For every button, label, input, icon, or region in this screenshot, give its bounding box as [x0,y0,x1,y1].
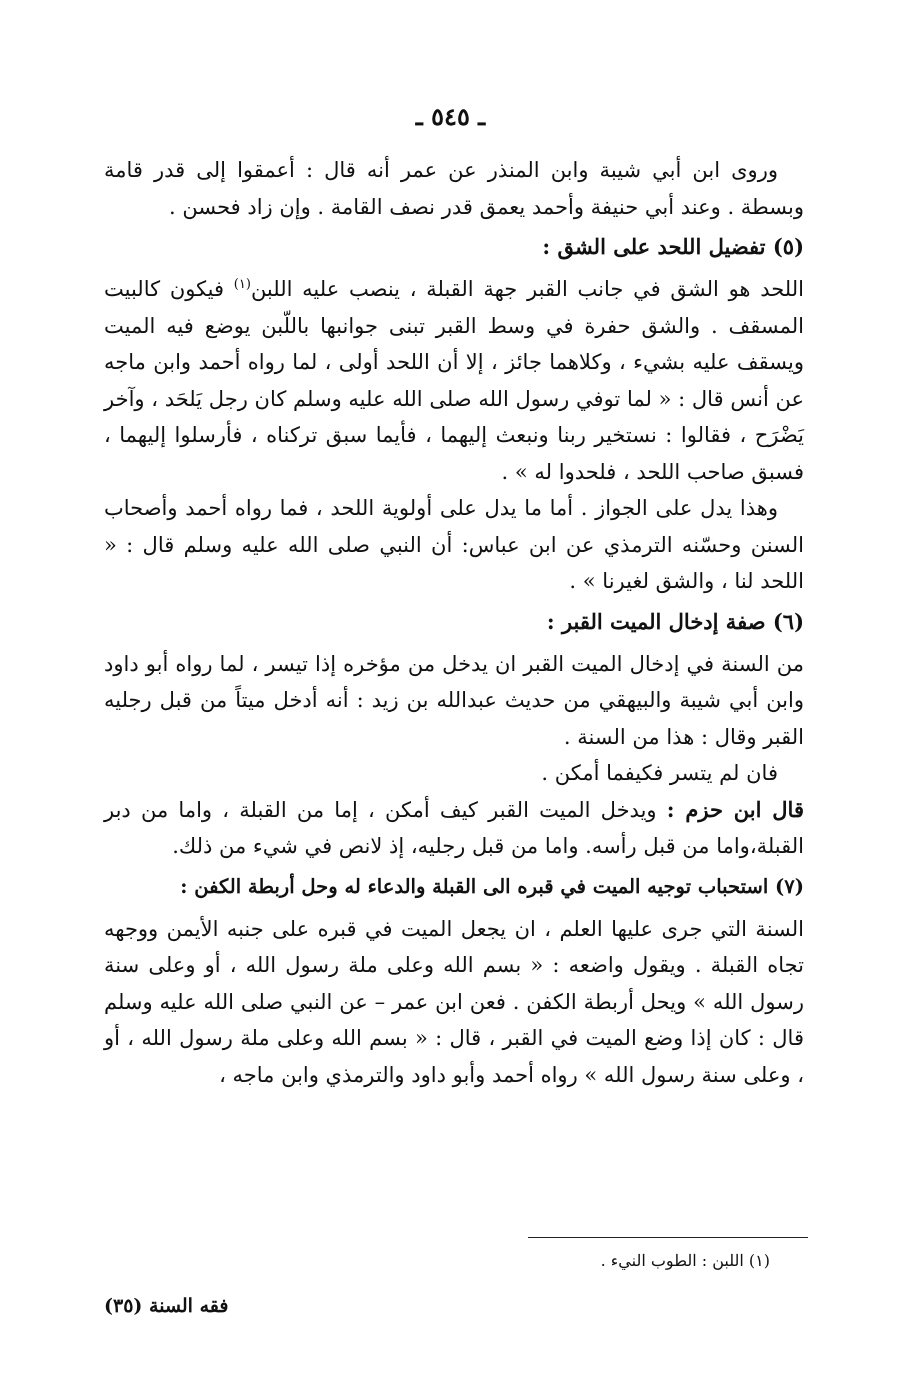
book-signature: فقه السنة (٣٥) [104,1295,229,1317]
footnote-marker: (١) [233,277,251,292]
page-body [104,152,804,1093]
paragraph-facing-qibla: السنة التي جرى عليها العلم ، ان يجعل الميت في قبره على جنبه الأيمن ووجهه تجاه القبلة . ويقول واضعه : « بسم الله وعلى ملة رسول الله ، أو وعلى سنة رسول الله » ويحل أربطة الكفن . فعن ابن عمر – عن النبي صلى الله عليه وسلم قال : كان إذا وضع الميت في القبر ، قال : « بسم الله وعلى ملة رسول الله ، أو ، وعلى سنة رسول الله » رواه أحمد وأبو داود والترمذي وابن ماجه ، [104,916,804,1087]
paragraph-otherwise: فان لم يتسر فكيفما أمكن . [541,761,778,785]
footnote: (١) اللبن : الطوب النيء . [600,1251,770,1270]
section-heading-7: (٧) استحباب توجيه الميت في قبره الى القبلة والدعاء له وحل أربطة الكفن : [180,874,804,898]
section-heading-5: (٥) تفضيل اللحد على الشق : [542,234,804,259]
page-number: ـ ٥٤٥ ـ [415,102,486,131]
paragraph-lahd-definition [104,271,804,490]
ibn-hazm-lead: قال ابن حزم : [666,796,804,822]
paragraph-lahd-text-end: فيكون كالبيت المسقف . والشق حفرة في وسط القبر تبنى جوانبها باللّبن يوضع فيه الميت ويسقف عليه بشيء ، وكلاهما جائز ، إلا أن اللحد أولى ، لما رواه أحمد وابن ماجه عن أنس قال : « لما توفي رسول الله صلى الله عليه وسلم كان رجل يَلحَد ، وآخر يَضْرَح ، فقالوا : نستخير ربنا ونبعث إليهما ، فأيما سبق تركناه ، فأرسلوا إليهما ، فسبق صاحب اللحد ، فلحدوا له » . [104,277,804,484]
footnote-divider [528,1237,808,1238]
paragraph-burial-depth: وروى ابن أبي شيبة وابن المنذر عن عمر أنه قال : أعمقوا إلى قدر قامة وبسطة . وعند أبي حنيفة وأحمد يعمق قدر نصف القامة . وإن زاد فحسن . [104,158,804,219]
ibn-hazm-text: ويدخل الميت القبر كيف أمكن ، إما من القبلة ، واما من دبر القبلة،واما من قبل رأسه. واما من قبل رجليه، إذ لانص في شيء من ذلك. [104,797,804,858]
section-heading-6: (٦) صفة إدخال الميت القبر : [546,608,804,634]
paragraph-entering-grave: من السنة في إدخال الميت القبر ان يدخل من مؤخره إذا تيسر ، لما رواه أبو داود وابن أبي شيبة والبيهقي من حديث عبدالله بن زيد : أنه أدخل ميتاً من قبل رجليه القبر وقال : هذا من السنة . [104,651,804,749]
paragraph-lahd-priority: وهذا يدل على الجواز . أما ما يدل على أولوية اللحد ، فما رواه أحمد وأصحاب السنن وحسّنه الترمذي عن ابن عباس: أن النبي صلى الله عليه وسلم قال : « اللحد لنا ، والشق لغيرنا » . [104,496,804,593]
paragraph-ibn-hazm [104,792,804,865]
paragraph-lahd-text-start: اللحد هو الشق في جانب القبر جهة القبلة ، ينصب عليه اللبن [250,277,804,301]
